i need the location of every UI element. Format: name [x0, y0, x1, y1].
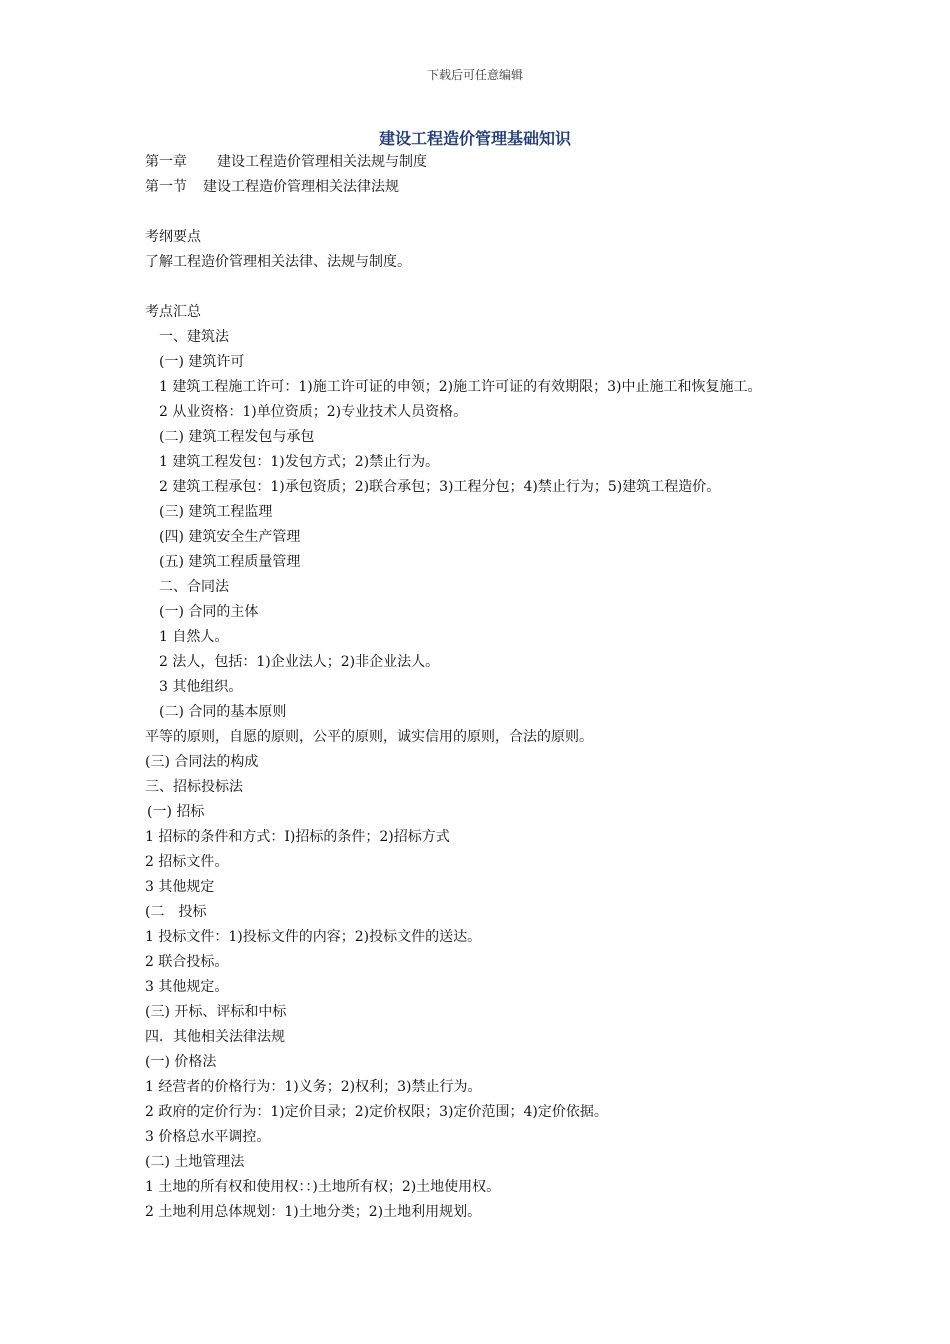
list-item: 3 其他组织。	[159, 679, 243, 695]
list-item: 1 建筑工程发包：1)发包方式；2)禁止行为。	[159, 454, 440, 470]
list-item: (三) 开标、评标和中标	[145, 1004, 287, 1020]
list-item: 3 价格总水平调控。	[145, 1129, 271, 1145]
list-item: (四) 建筑安全生产管理	[159, 529, 301, 545]
list-item: 1 建筑工程施工许可：1)施工许可证的申领；2)施工许可证的有效期限；3)中止施工和恢复施工。	[159, 379, 762, 395]
section-heading	[145, 175, 845, 200]
list-item: 二、合同法	[159, 579, 229, 595]
list-item: (一) 建筑许可	[159, 354, 245, 370]
list-item: (三) 建筑工程监理	[159, 504, 273, 520]
list-item: 1 经营者的价格行为：1)义务；2)权利；3)禁止行为。	[145, 1079, 482, 1095]
list-item: (五) 建筑工程质量管理	[159, 554, 301, 570]
document-body	[145, 150, 845, 1225]
summary-heading: 考点汇总	[145, 304, 201, 320]
chapter-label: 第一章	[145, 154, 187, 170]
list-item: 3 其他规定	[145, 879, 215, 895]
list-item: (二) 建筑工程发包与承包	[159, 429, 315, 445]
list-item-text: 投标	[178, 904, 207, 920]
syllabus-heading: 考纲要点	[145, 229, 201, 245]
spacer	[145, 200, 845, 225]
list-item: 3 其他规定。	[145, 979, 229, 995]
list-item: 2 政府的定价行为：1)定价目录；2)定价权限；3)定价范围；4)定价依据。	[145, 1104, 608, 1120]
list-item: (二) 土地管理法	[145, 1154, 245, 1170]
list-item	[145, 900, 845, 925]
list-item: (二) 合同的基本原则	[159, 704, 287, 720]
list-item: 三、招标投标法	[145, 779, 243, 795]
list-item: 2 法人，包括：1)企业法人；2)非企业法人。	[159, 654, 440, 670]
list-item-marker: (二	[145, 904, 165, 920]
document-title: 建设工程造价管理基础知识	[378, 129, 571, 148]
list-item: 一、建筑法	[159, 329, 229, 345]
chapter-text: 建设工程造价管理相关法规与制度	[217, 154, 427, 170]
syllabus-text: 了解工程造价管理相关法律、法规与制度。	[145, 254, 411, 270]
list-item: 1 投标文件：1)投标文件的内容；2)投标文件的送达。	[145, 929, 482, 945]
list-item: 2 招标文件。	[145, 854, 229, 870]
list-item: 2 建筑工程承包：1)承包资质；2)联合承包；3)工程分包；4)禁止行为；5)建筑工程造价。	[159, 479, 721, 495]
spacer	[145, 275, 845, 300]
list-item: 2 从业资格：1)单位资质；2)专业技术人员资格。	[159, 404, 468, 420]
section-label: 第一节	[145, 179, 187, 195]
list-item: (一) 合同的主体	[159, 604, 259, 620]
page-header: 下载后可任意编辑	[426, 68, 523, 82]
list-item: 1 招标的条件和方式：I)招标的条件；2)招标方式	[145, 829, 450, 845]
list-item: (一) 招标	[147, 804, 205, 820]
list-item: 1 土地的所有权和使用权：：)土地所有权；2)土地使用权。	[145, 1179, 501, 1195]
list-item: (一) 价格法	[145, 1054, 217, 1070]
section-text: 建设工程造价管理相关法律法规	[203, 179, 399, 195]
list-item: 2 土地利用总体规划：1)土地分类；2)土地利用规划。	[145, 1204, 482, 1220]
list-item: (三) 合同法的构成	[145, 754, 259, 770]
list-item: 1 自然人。	[159, 629, 229, 645]
chapter-heading	[145, 150, 845, 175]
list-item: 四．其他相关法律法规	[145, 1029, 285, 1045]
list-item: 平等的原则，自愿的原则，公平的原则，诚实信用的原则，合法的原则。	[145, 729, 593, 745]
list-item: 2 联合投标。	[145, 954, 229, 970]
